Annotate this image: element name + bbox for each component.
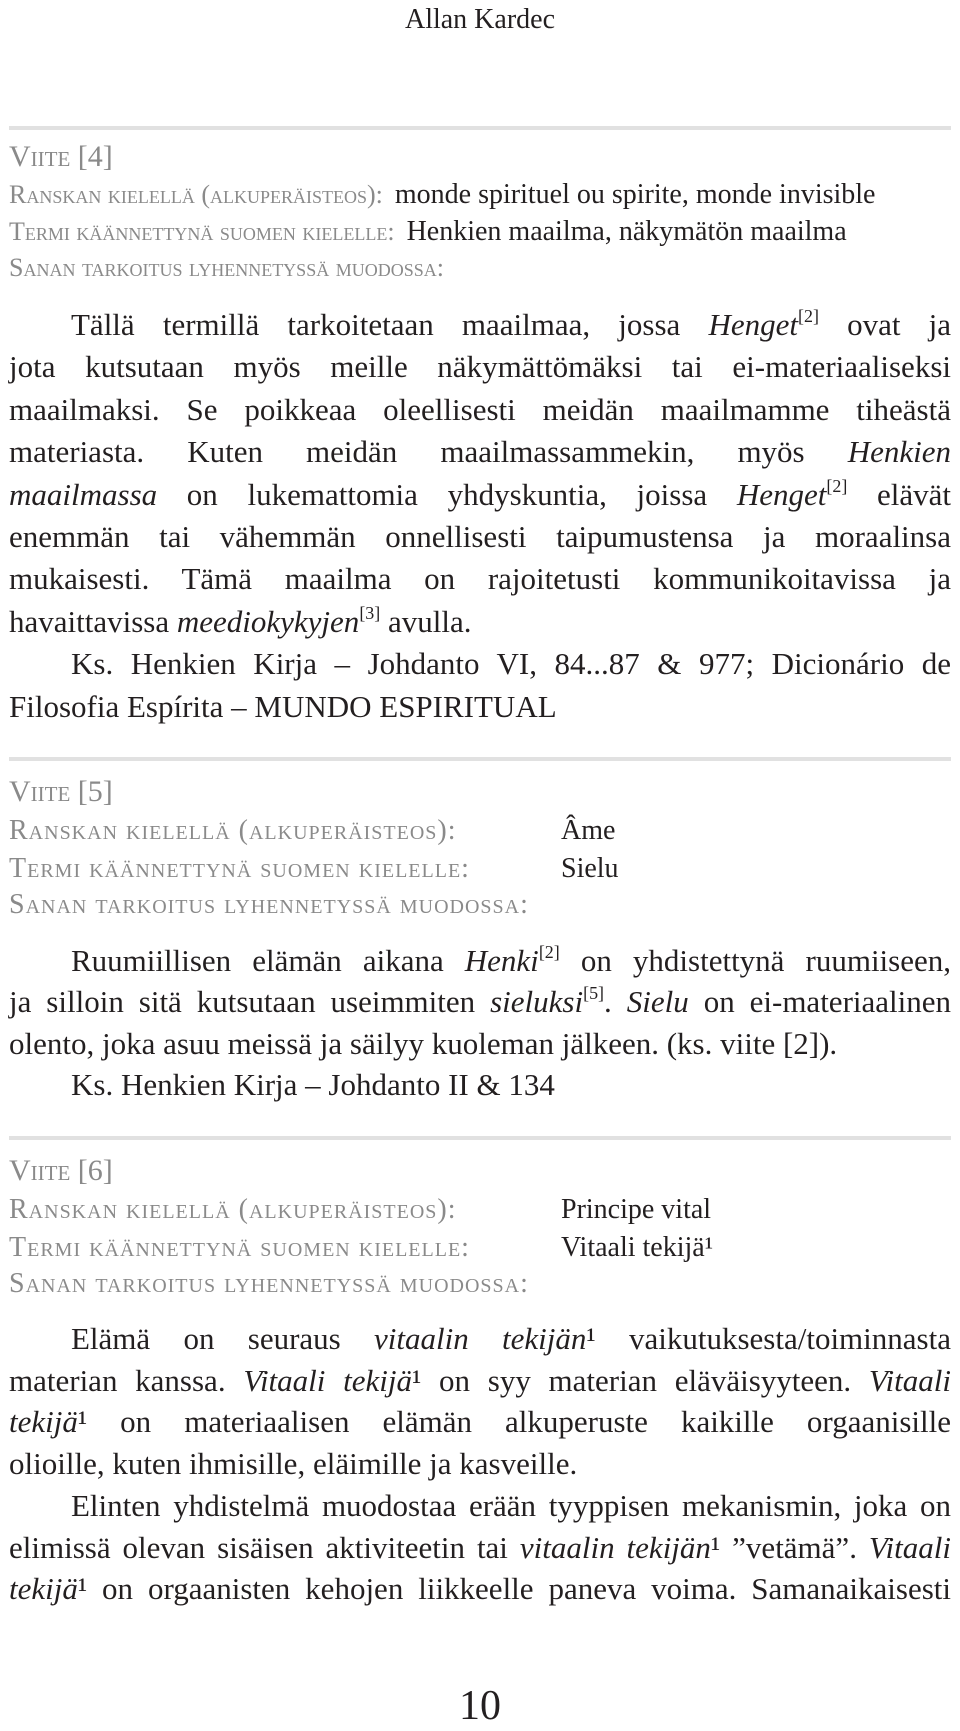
text-line xyxy=(9,346,951,388)
section-divider xyxy=(9,757,951,761)
text-line xyxy=(9,516,951,558)
italic-term: tekijä xyxy=(9,1571,78,1607)
text-run: on yhdistettynä ruumiiseen, xyxy=(559,943,951,978)
italic-term: maailmassa xyxy=(9,476,158,512)
italic-term: Henget xyxy=(736,476,827,512)
meaning-label: Sanan tarkoitus lyhennetyssä muodossa: xyxy=(9,889,529,920)
text-line xyxy=(9,1401,951,1443)
meaning-label: Sanan tarkoitus lyhennetyssä muodossa: xyxy=(9,1268,529,1299)
text-line xyxy=(9,1064,951,1105)
text-run: maailmaksi. Se poikkeaa oleellisesti meidän maailmamme tiheästä xyxy=(9,391,951,427)
translated-term-value: Sielu xyxy=(561,853,619,884)
text-run: olioille, kuten ihmisille, eläimille ja kasveille. xyxy=(9,1446,578,1482)
translated-term-row xyxy=(9,1230,951,1266)
translated-term-label: Termi käännettynä suomen kielelle: xyxy=(9,217,395,246)
text-run: ¹ on syy materian eläväisyyteen. xyxy=(412,1362,869,1398)
text-line xyxy=(9,1485,951,1527)
original-term-value: monde spirituel ou spirite, monde invisible xyxy=(394,179,876,210)
definition-paragraph xyxy=(9,304,951,643)
text-line xyxy=(9,686,951,728)
text-run: jota kutsutaan myös meille näkymättömäksi tai ei-materiaaliseksi xyxy=(9,349,951,385)
original-term-value: Âme xyxy=(561,815,616,846)
original-term-label: Ranskan kielellä (alkuperäisteos): xyxy=(9,1194,457,1225)
text-line xyxy=(9,601,951,643)
footnote-marker: [2] xyxy=(797,306,819,327)
footnote-marker: [3] xyxy=(359,602,381,623)
translated-term-value: Henkien maailma, näkymätön maailma xyxy=(406,216,847,247)
italic-term: meediokykyjen xyxy=(176,603,360,639)
text-line xyxy=(9,1023,951,1064)
original-term-row xyxy=(9,1192,951,1228)
text-run: ja silloin sitä kutsutaan useimmiten xyxy=(9,984,491,1020)
text-run: ¹ on orgaanisten kehojen liikkeelle paneva voima. Samanaikaisesti xyxy=(77,1571,951,1607)
text-run: ovat ja xyxy=(818,307,952,342)
italic-term: Vitaali tekijä xyxy=(243,1362,412,1398)
entry-body xyxy=(9,304,951,728)
original-term-row xyxy=(9,177,951,213)
text-line xyxy=(9,474,951,516)
definition-paragraph xyxy=(9,1485,951,1610)
text-run: on lukemattomia yhdyskuntia, joissa xyxy=(157,476,737,512)
translated-term-value: Vitaali tekijä¹ xyxy=(561,1232,714,1263)
text-run: mukaisesti. Tämä maailma on rajoitetusti kommunikoitavissa ja xyxy=(9,561,951,597)
definition-paragraph xyxy=(9,1318,951,1485)
meaning-label: Sanan tarkoitus lyhennetyssä muodossa: xyxy=(9,253,444,282)
text-run: havaittavissa xyxy=(9,603,177,639)
italic-term: Vitaali xyxy=(868,1529,951,1565)
translated-term-row xyxy=(9,851,951,887)
text-run: Ks. Henkien Kirja – Johdanto VI, 84...87 & 977; Dicionário de xyxy=(71,646,951,682)
text-line xyxy=(9,981,951,1022)
text-run: ¹ ”vetämä”. xyxy=(710,1529,869,1565)
text-line xyxy=(9,1318,951,1360)
text-line xyxy=(9,643,951,685)
text-line xyxy=(9,1527,951,1569)
italic-term: Henkien xyxy=(847,434,951,470)
section-divider xyxy=(9,126,951,130)
text-run: olento, joka asuu meissä ja säilyy kuoleman jälkeen. (ks. viite [2]). xyxy=(9,1025,838,1061)
text-run: elimissä olevan sisäisen aktiviteetin tai xyxy=(9,1529,520,1565)
meaning-row xyxy=(9,1266,951,1302)
translated-term-row xyxy=(9,214,951,250)
text-line xyxy=(9,1443,951,1485)
text-run: Ruumiillisen elämän aikana xyxy=(71,943,465,978)
definition-paragraph xyxy=(9,940,951,1064)
original-term-value: Principe vital xyxy=(561,1194,712,1225)
meaning-row xyxy=(9,887,951,923)
entry-number: Viite [6] xyxy=(9,1154,113,1187)
original-term-row xyxy=(9,813,951,849)
text-line xyxy=(9,558,951,600)
footnote-entry-5 xyxy=(9,772,951,924)
entry-body xyxy=(9,1318,951,1610)
text-run: . xyxy=(604,984,627,1020)
text-run: Ks. Henkien Kirja – Johdanto II & 134 xyxy=(71,1066,555,1102)
text-run: elävät xyxy=(847,476,951,512)
reference-paragraph xyxy=(9,1064,951,1105)
footnote-entry-4 xyxy=(9,137,951,289)
footnote-marker: [5] xyxy=(583,983,605,1004)
text-line xyxy=(9,304,951,346)
italic-term: Sielu xyxy=(626,984,689,1020)
page-number: 10 xyxy=(459,1683,501,1729)
footnote-marker: [2] xyxy=(826,475,848,496)
entry-number: Viite [5] xyxy=(9,775,113,808)
section-divider xyxy=(9,1136,951,1140)
text-run: enemmän tai vähemmän onnellisesti taipumustensa ja moraalinsa xyxy=(9,519,951,555)
entry-number: Viite [4] xyxy=(9,140,113,173)
text-run: materian kanssa. xyxy=(9,1362,244,1398)
italic-term: vitaalin tekijän xyxy=(374,1321,587,1356)
text-run: avulla. xyxy=(380,603,472,639)
translated-term-label: Termi käännettynä suomen kielelle: xyxy=(9,1232,470,1263)
italic-term: Vitaali xyxy=(868,1362,952,1398)
text-run: Filosofia Espírita – MUNDO ESPIRITUAL xyxy=(9,688,557,724)
text-line xyxy=(9,1568,951,1610)
text-run: materiasta. Kuten meidän maailmassammekin, myös xyxy=(9,434,848,470)
text-run: Tällä termillä tarkoitetaan maailmaa, jossa xyxy=(71,307,709,342)
text-run: Elinten yhdistelmä muodostaa erään tyyppisen mekanismin, joka on xyxy=(71,1487,951,1523)
original-term-label: Ranskan kielellä (alkuperäisteos): xyxy=(9,815,457,846)
text-line xyxy=(9,1360,951,1402)
footnote-entry-6 xyxy=(9,1151,951,1303)
italic-term: vitaalin tekijän xyxy=(519,1529,711,1565)
italic-term: Henki xyxy=(464,943,539,978)
original-term-label: Ranskan kielellä (alkuperäisteos): xyxy=(9,180,383,209)
text-line xyxy=(9,389,951,431)
italic-term: sieluksi xyxy=(490,984,584,1020)
text-run: ¹ vaikutuksesta/toiminnasta xyxy=(586,1321,951,1356)
italic-term: Henget xyxy=(708,307,798,342)
running-header: Allan Kardec xyxy=(404,4,556,35)
italic-term: tekijä xyxy=(9,1404,78,1440)
reference-paragraph xyxy=(9,643,951,728)
footnote-marker: [2] xyxy=(538,942,560,963)
text-line xyxy=(9,940,951,981)
text-run: ¹ on materiaalisen elämän alkuperuste kaikille orgaanisille xyxy=(77,1404,951,1440)
text-line xyxy=(9,431,951,473)
text-run: Elämä on seuraus xyxy=(71,1321,375,1356)
entry-body xyxy=(9,940,951,1105)
meaning-row xyxy=(9,250,951,286)
text-run: on ei-materiaalinen xyxy=(688,984,952,1020)
translated-term-label: Termi käännettynä suomen kielelle: xyxy=(9,853,470,884)
